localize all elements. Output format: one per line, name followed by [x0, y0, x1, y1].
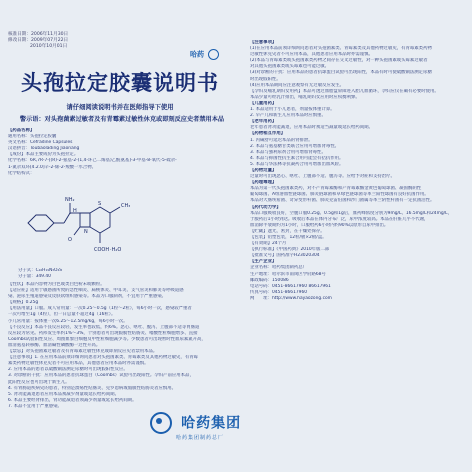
- section-line: 【注意事项】1. 在应用本品前须详细询问患者对头孢菌素类、青霉素类及其他药物过敏史，有青霉: [8, 355, 198, 361]
- section-line: 对其他头孢菌素类或头霉素也可能过敏。: [250, 64, 330, 70]
- section-line: 通用名称：头孢拉定胶囊: [8, 134, 57, 140]
- section-line: 本品口服吸收良好，空腹口服0.25g、0.5g和1g后，血药峰浓度分别为9mg/L、16.5mg/L和24mg/L，: [250, 210, 452, 216]
- section-line: (4)应用本品期间应注意观察有无过敏反应发生。: [250, 82, 345, 88]
- company-logo-icon: [150, 412, 172, 434]
- company-factory-name: 哈药集团制药总厂: [176, 435, 225, 441]
- section-line: 生产地址：哈尔滨市南岗区学府路68号: [250, 271, 326, 277]
- section-line: 本品少量可经乳汁排出，哺乳期妇女应用时应权衡利弊。: [250, 94, 360, 100]
- warning-statement: 警示语：对头孢菌素过敏者及有青霉素过敏性休克或即刻反应史者禁用本品: [19, 116, 225, 123]
- section-line: 反应较为常见。药疹发生率约1%～3%，个别患者可出现假膜性结肠炎、嗜酸性粒细胞增多、直接: [8, 330, 198, 336]
- section-line: 【贮藏】遮光，密封，在干燥处保存。: [250, 228, 325, 234]
- section-line: 4. 有胃肠道疾病史的患者，特别是溃疡性结肠炎、克罗恩病或假膜性结肠炎者应慎用。: [8, 385, 177, 391]
- section-line: (1)在应用本品前须详细询问患者对头孢菌素类、青霉素类及其他药物过敏史，有青霉素类药物: [250, 46, 432, 52]
- section-line: 小儿常用量：按体重一次6.25～12.5mg/kg，每6小时一次。: [8, 318, 128, 324]
- section-line: 于服药后1小时到达。吸收后本品在体内分布广泛，尿中浓度较高。本品在肝脏几乎不代谢，: [250, 216, 429, 222]
- section-line: 葡萄球菌、A组溶血性链球菌、肺炎链球菌和草绿色链球菌等革兰阳性球菌有良好抗菌作用。: [250, 192, 429, 198]
- svg-text:H: H: [73, 208, 77, 214]
- section-line: 一次可增至1g（4粒），但一日总量不超过4g（16粒）。: [8, 312, 116, 318]
- company-footer-logo: [150, 412, 241, 441]
- section-line: Coombs试验阳性反应、周围血象白细胞及中性粒细胞减少等。少数患者可出现暂时性血尿素氮升高，: [8, 336, 206, 342]
- section-line: 3. 对诊断的干扰：应用本品的患者抗球蛋白（Coombs）试验可出现阳性。孕妇产前应用本品，: [8, 373, 194, 379]
- section-line: 6. 本品主要经肾排出，肾功能减退者须减少剂量或延长给药间期。: [8, 397, 137, 403]
- date-line: 核准日期：2006年11月30日: [8, 32, 69, 37]
- section-line: 英文名称：Cefradine Capsules: [8, 140, 73, 146]
- section-line: 2. 应用本品的患者以硫酸铜法测定尿糖时可出现假阳性反应。: [8, 367, 128, 373]
- section-line: 化学结构式：: [8, 170, 35, 176]
- svg-text:·H₂O: ·H₂O: [110, 247, 122, 253]
- section-line: 【药物相互作用】: [250, 131, 286, 137]
- section-line: 【用法用量】口服。成人常用量：一次0.25～0.5g（1粒～2粒），每6小时一次，感染较严重者: [8, 306, 192, 312]
- brand-name: 哈药: [190, 50, 204, 59]
- section-line: 血清氨基转移酶、血清碱性磷酸酶一过性升高。: [8, 342, 101, 348]
- section-line: 1-氮杂双环[4.2.0]辛-2-烯-2-羧酸一水合物。: [8, 164, 96, 170]
- svg-text:N: N: [84, 229, 88, 235]
- section-line: 传真号码：0451-86617960: [250, 289, 308, 295]
- section-line: 素类药物过敏性休克史者不可应用本品，其他患者应用本品时亦需谨慎。: [8, 361, 149, 367]
- brand-logo-icon: [208, 49, 219, 60]
- section-line: 5. 肾功能减退患者应用本品须减少剂量或延长给药间期。: [8, 391, 119, 397]
- section-line: 3. 本品与强利尿剂合用可增加肾毒性。: [250, 149, 326, 155]
- section-line: 【不良反应】本品不良反应较轻，发生率也较低，约6%。恶心、呕吐、腹泻、上腹部不适等胃肠道: [8, 324, 200, 330]
- right-column: [250, 40, 468, 302]
- date-line: 2010年10月01日: [30, 44, 68, 49]
- section-line: 网 址：http://www.hayaozong.com: [250, 295, 332, 301]
- svg-text:CH₃: CH₃: [121, 203, 131, 209]
- section-line: 本品对大肠埃希菌、奇异变形杆菌、肺炎克雷伯菌和沙门菌属等革兰阴性杆菌有一定抗菌活性。: [250, 198, 435, 204]
- section-line: 【包装】铝塑包装，12粒/板×2板/盒。: [250, 235, 327, 240]
- section-line: 过敏性休克史者不可应用本品，其他患者应用本品时亦需谨慎。: [250, 52, 373, 58]
- company-group-name: 哈药集团: [181, 415, 242, 432]
- section-line: 企业名称：哈药集团制药总厂: [250, 265, 308, 271]
- section-line: 时出现假阳性。: [250, 76, 281, 82]
- section-line: 5. 本品与华法林等抗凝药合用可增加出血风险。: [250, 161, 344, 167]
- section-line: 此阳性反应也可出现于新生儿。: [8, 379, 70, 385]
- section-line: 血消除半衰期约为1小时，口服给药6小时内约90%以原形自尿中排出。: [250, 222, 389, 228]
- section-line: 染、泌尿生殖道感染及皮肤软组织感染等。本品为口服制剂，不宜用于严重感染。: [8, 294, 167, 300]
- section-line: 【适应症】适用于敏感菌所致的急性咽炎、扁桃体炎、中耳炎、支气管炎和肺炎等呼吸道感: [8, 288, 184, 294]
- section-line: 【药代动力学】: [250, 204, 281, 210]
- section-line: 【性状】本品内容物为白色或类白色粉末或颗粒。: [8, 282, 105, 287]
- document-title: 头孢拉定胶囊说明书: [21, 71, 219, 95]
- section-line: 【禁忌】对头孢菌素过敏者及有青霉素过敏性休克或即刻反应史者禁用本品。: [8, 349, 158, 355]
- svg-text:O: O: [68, 237, 72, 243]
- brand-mark: [190, 49, 219, 60]
- molecular-weight: 分子量：349.40: [18, 274, 51, 280]
- revision-dates: [8, 32, 138, 50]
- left-column-top: [8, 128, 236, 177]
- svg-text:S: S: [98, 201, 102, 207]
- section-line: 【孕妇及哺乳期妇女用药】本品可透过血胎盘屏障进入胎儿血循环，孕妇应仅在确有必要时使用。: [250, 88, 439, 94]
- chemical-structure-diagram: [18, 183, 138, 263]
- svg-text:NH₂: NH₂: [65, 197, 75, 203]
- date-line: 修改日期：2009年07月22日: [8, 38, 69, 43]
- section-line: 【成份】本品主要成份为头孢拉定。: [8, 152, 79, 158]
- section-line: 2. 本品与氨基糖苷类联合应用可增加肾毒性。: [250, 143, 340, 149]
- section-line: 【药物过量】: [250, 167, 277, 173]
- section-line: 【儿童用药】: [250, 100, 277, 106]
- section-line: 【规格】0.25g: [8, 300, 39, 306]
- section-line: 【有效期】24个月: [250, 241, 287, 247]
- section-line: (3)对诊断的干扰：应用本品的患者抗球蛋白试验可出现阳性，本品有时可使硫酸铜法测定尿糖: [250, 70, 432, 76]
- section-line: 7. 本品不宜用于严重感染。: [8, 403, 62, 409]
- section-line: 邮政编码：150086: [250, 277, 289, 283]
- section-line: 4. 本品与抑菌性抗生素合用可能会有拮抗作用。: [250, 155, 344, 161]
- section-line: 【生产企业】: [250, 259, 277, 265]
- section-line: 1. 本品适用于小儿患者，剂量按体重计算。: [250, 107, 335, 113]
- section-line: 【执行标准】《中国药典》2010年版二部: [250, 247, 330, 253]
- svg-text:COOH: COOH: [94, 247, 110, 253]
- section-line: 过量时可出现恶心、呕吐、上腹部不适、腹泻等。应给予对症和支持治疗。: [250, 174, 395, 180]
- section-line: 汉语拼音：Toubaolading Jiaonang: [8, 146, 80, 152]
- section-line: 电话号码：0451-86617960 86617961: [250, 283, 331, 289]
- section-line: 【药理毒理】: [250, 180, 277, 186]
- section-line: 老年患者肾功能减退，应用本品时须适当减量或延长给药间期。: [250, 125, 373, 131]
- section-line: (2)本品与青霉素类或头孢菌素类药物之间存在交叉过敏性，对一种头孢菌素或头霉素过敏者: [250, 58, 428, 64]
- section-line: 【批准文号】国药准字H23020304: [250, 253, 320, 259]
- left-column-bottom: [8, 282, 236, 410]
- section-line: 本品为第一代头孢菌素类药，对不产青霉素酶和产青霉素酶金黄色葡萄球菌、凝固酶阴性: [250, 186, 422, 192]
- section-line: 【老年用药】: [250, 119, 277, 125]
- instruction-note: 请仔细阅读说明书并在医师指导下使用: [66, 104, 174, 111]
- section-line: 【注意事项】: [250, 40, 277, 45]
- section-line: 【药品名称】: [8, 128, 35, 133]
- molecular-formula: 分子式：C₁₆H₁₉N₃O₄S: [18, 268, 63, 273]
- section-line: 1. 丙磺舒可延迟本品的肾排泄。: [250, 137, 313, 143]
- section-line: 化学名称：6R,7R-7-[(R)-2-氨基-2-(1,4-环己二烯基)乙酰氨基]-3-甲基-8-氧代-5-硫杂-: [8, 158, 177, 164]
- formula-block: [18, 268, 218, 280]
- section-line: 2. 早产儿和新生儿应用本品时应慎重。: [250, 113, 326, 119]
